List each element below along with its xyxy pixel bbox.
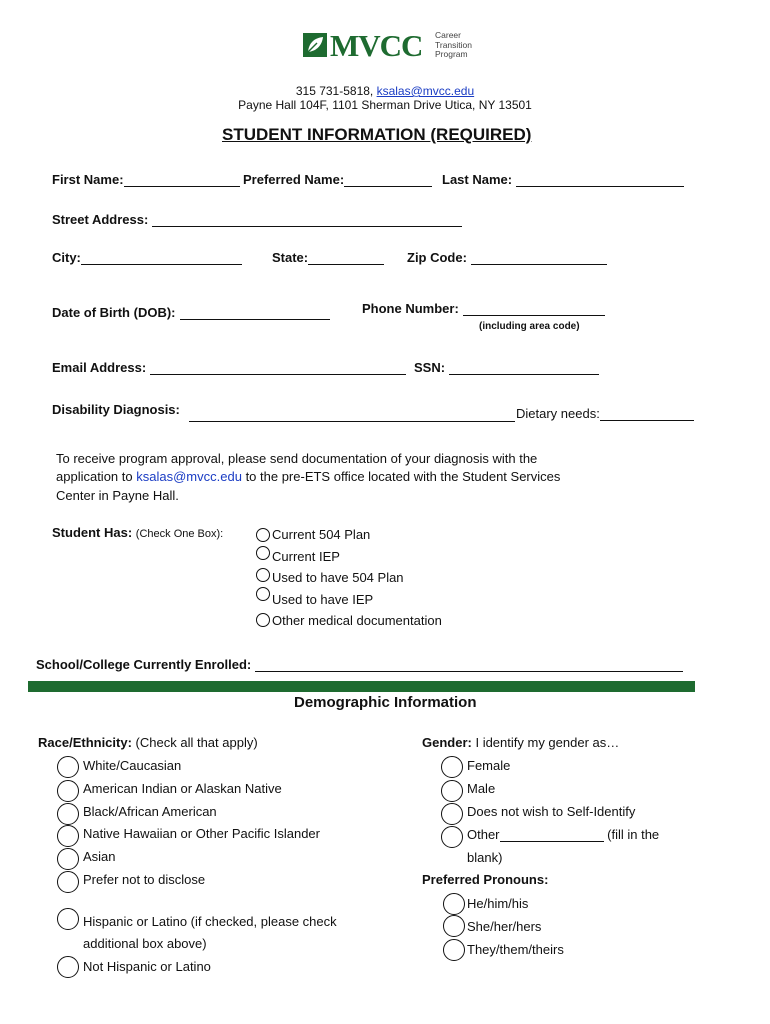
disability-field[interactable]	[189, 407, 515, 422]
zip-field[interactable]: Zip Code:	[407, 250, 607, 265]
dob-field[interactable]: Date of Birth (DOB):	[52, 305, 330, 320]
race-american-indian: American Indian or Alaskan Native	[83, 781, 282, 796]
ssn-field[interactable]: SSN:	[414, 360, 599, 375]
gender-other-blank: blank)	[467, 850, 503, 865]
option-current-504: Current 504 Plan	[272, 527, 371, 542]
gender-female: Female	[467, 758, 511, 773]
contact-email-link[interactable]: ksalas@mvcc.edu	[376, 84, 475, 98]
radio-race-american-indian[interactable]	[57, 780, 79, 802]
radio-race-hawaiian[interactable]	[57, 825, 79, 847]
preferred-name-field[interactable]: Preferred Name:	[243, 172, 432, 187]
phone-field[interactable]: Phone Number:	[362, 301, 605, 316]
radio-pronoun-he[interactable]	[443, 893, 465, 915]
radio-pronoun-she[interactable]	[443, 915, 465, 937]
gender-label: Gender: I identify my gender as…	[422, 735, 620, 750]
radio-gender-female[interactable]	[441, 756, 463, 778]
radio-pronoun-they[interactable]	[443, 939, 465, 961]
radio-race-asian[interactable]	[57, 848, 79, 870]
contact-address: Payne Hall 104F, 1101 Sherman Drive Utica, NY 13501	[238, 98, 532, 112]
pronoun-they: They/them/theirs	[467, 942, 564, 957]
option-other-medical: Other medical documentation	[272, 613, 442, 628]
instructions-email-link[interactable]: ksalas@mvcc.edu	[136, 469, 242, 484]
radio-gender-male[interactable]	[441, 780, 463, 802]
pronoun-he: He/him/his	[467, 896, 529, 911]
first-name-field[interactable]: First Name:	[52, 172, 240, 187]
disability-label: Disability Diagnosis:	[52, 402, 180, 417]
race-black: Black/African American	[83, 804, 217, 819]
instructions-line-2: application to ksalas@mvcc.edu to the pre-ETS office located with the Student Services	[56, 469, 561, 484]
section-divider	[28, 681, 695, 692]
hispanic-line-1: Hispanic or Latino (if checked, please check	[83, 914, 337, 929]
city-field[interactable]: City:	[52, 250, 242, 265]
gender-no-identify: Does not wish to Self-Identify	[467, 804, 636, 819]
radio-race-prefer-not[interactable]	[57, 871, 79, 893]
contact-line	[0, 84, 770, 98]
radio-gender-other[interactable]	[441, 826, 463, 848]
radio-hispanic[interactable]	[57, 908, 79, 930]
option-current-iep: Current IEP	[272, 549, 340, 564]
street-address-field[interactable]: Street Address:	[52, 212, 462, 227]
race-asian: Asian	[83, 849, 116, 864]
option-used-504: Used to have 504 Plan	[272, 570, 404, 585]
radio-race-black[interactable]	[57, 803, 79, 825]
radio-race-white[interactable]	[57, 756, 79, 778]
race-white: White/Caucasian	[83, 758, 182, 773]
state-field[interactable]: State:	[272, 250, 384, 265]
pronoun-she: She/her/hers	[467, 919, 542, 934]
phone-note: (including area code)	[479, 321, 580, 332]
demographic-heading: Demographic Information	[294, 694, 477, 711]
gender-male: Male	[467, 781, 496, 796]
radio-used-iep[interactable]	[256, 587, 270, 601]
gender-other[interactable]: Other (fill in the	[467, 827, 660, 842]
option-used-iep: Used to have IEP	[272, 592, 374, 607]
race-prefer-not: Prefer not to disclose	[83, 872, 206, 887]
race-hawaiian: Native Hawaiian or Other Pacific Islander	[83, 826, 320, 841]
radio-current-504[interactable]	[256, 528, 270, 542]
radio-gender-no-identify[interactable]	[441, 803, 463, 825]
radio-used-504[interactable]	[256, 568, 270, 582]
contact-phone: 315 731-5818,	[295, 84, 374, 98]
logo-subtitle: Career Transition Program	[435, 30, 473, 59]
pronouns-label: Preferred Pronouns:	[422, 872, 549, 887]
leaf-logo-icon	[303, 33, 327, 57]
instructions-line-1: To receive program approval, please send documentation of your diagnosis with the	[56, 451, 538, 466]
radio-other-medical[interactable]	[256, 613, 270, 627]
dietary-field[interactable]: Dietary needs:	[516, 406, 694, 421]
logo-text: MVCC	[330, 28, 423, 63]
email-field[interactable]: Email Address:	[52, 360, 406, 375]
last-name-field[interactable]: Last Name:	[442, 172, 684, 187]
radio-not-hispanic[interactable]	[57, 956, 79, 978]
school-field[interactable]: School/College Currently Enrolled:	[36, 657, 683, 672]
not-hispanic: Not Hispanic or Latino	[83, 959, 211, 974]
student-has-label: Student Has: (Check One Box):	[52, 525, 224, 540]
hispanic-line-2: additional box above)	[83, 936, 207, 951]
instructions-line-3: Center in Payne Hall.	[56, 488, 179, 503]
radio-current-iep[interactable]	[256, 546, 270, 560]
race-label: Race/Ethnicity: (Check all that apply)	[38, 735, 258, 750]
page-title: STUDENT INFORMATION (REQUIRED)	[222, 125, 532, 144]
